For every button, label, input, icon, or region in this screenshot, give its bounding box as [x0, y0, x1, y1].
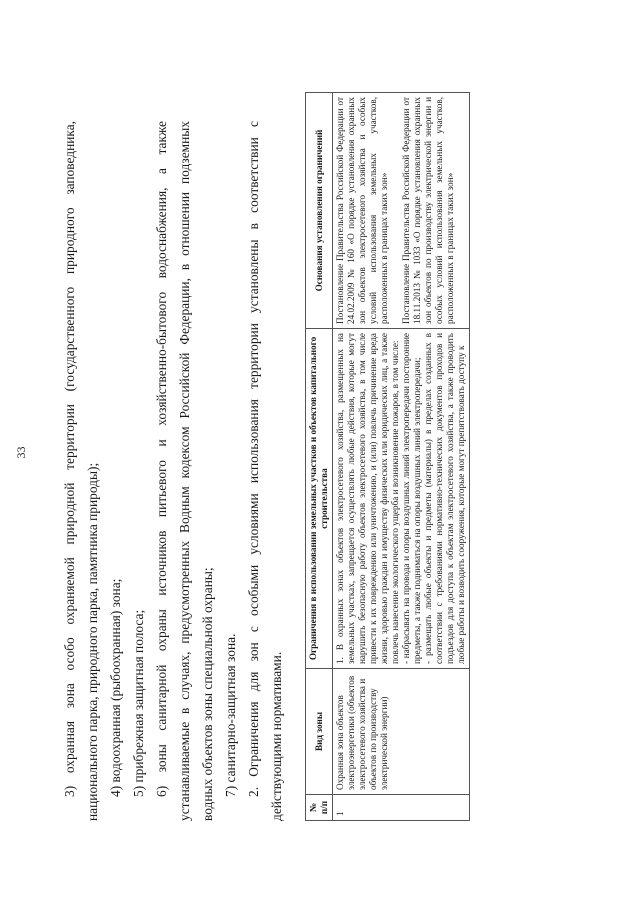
restriction-item: - размещать любые объекты и предметы (материалы) в пределах созданных в соответствии с требованиями нормативно-технических документов проходов и подъездов для доступа к объектам электросетевого хозяйства, а также проводить любые работы и возводить сооружения, которые могут препятствовать доступу к [423, 333, 466, 664]
list-item-6-line-3: водных объектов зоны специальной охраны; [200, 567, 215, 821]
list-item-3-line-1: 3) охранная зона особо охраняемой природной территории (государственного природного заповедника, [62, 121, 77, 797]
cell-num: 1 [333, 795, 470, 821]
section-2-line-2: действующими нормативами. [269, 651, 284, 821]
table-header-row [306, 93, 333, 821]
list-item-6-line-1: 6) зоны санитарной охраны источников питьевого и хозяйственно-бытового водоснабжения, а также [154, 121, 169, 797]
table-row [333, 93, 470, 821]
section-2-line-1: 2. Ограничения для зон с особыми условиями использования территории установлены в соответствии с [246, 121, 261, 797]
restriction-item: 1. В охранных зонах объектов электросетевого хозяйства, размещенных на земельных участках, запрещается осуществлять любые действия, которые могут нарушить безопасную работу объектов электросетевого хозяйства, в том числе привести к их повреждению или уничтожению, и (или) повлечь причинение вреда жизни, здоровью граждан и имуществу физических или юридических лиц, а также повлечь нанесение экологического ущерба и возникновение пожаров, в том числе: [335, 333, 400, 664]
header-basis: Основания установления ограничений [306, 93, 333, 329]
body-text [58, 121, 288, 821]
cell-zone-type: Охранная зона объектов электроэнергетики (объектов электросетевого хозяйства и объектов по производству электрической энергии) [333, 669, 470, 795]
list-item-4: 4) водоохранная (рыбоохранная) зона; [108, 578, 123, 797]
list-item-5: 5) прибрежная защитная полоса; [131, 609, 146, 797]
cell-basis [333, 93, 470, 329]
basis-item: Постановление Правительства Российской Федерации от 18.11.2013 № 1033 «О порядке установления охранных зон объектов по производству электрической энергии и особых условий использования земельных участков, расположенных в границах таких зон» [401, 97, 455, 324]
restrictions-table [305, 92, 470, 821]
restriction-item: - набрасывать на провода и опоры воздушных линий электропередачи посторонние предметы, а также подниматься на опоры воздушных линий электропередачи; [401, 333, 422, 664]
list-item-7: 7) санитарно-защитная зона. [223, 633, 238, 797]
header-num: № п/п [306, 795, 333, 821]
page-number: 33 [14, 446, 28, 459]
basis-item: Постановление Правительства Российской Федерации от 24.02.2009 № 160 «О порядке установления охранных зон объектов электросетевого хозяйства и особых условий использования земельных участков, расположенных в границах таких зон» [335, 97, 389, 324]
list-item-3-line-2: национального парка, природного парка, памятника природы); [85, 462, 100, 821]
header-restrictions: Ограничения в использовании земельных участков и объектов капитального строительства [306, 329, 333, 669]
cell-restrictions [333, 329, 470, 669]
list-item-6-line-2: устанавливаемые в случаях, предусмотренных Водным кодексом Российской Федерации, в отношении подземных [177, 121, 192, 821]
header-zone-type: Вид зоны [306, 669, 333, 795]
